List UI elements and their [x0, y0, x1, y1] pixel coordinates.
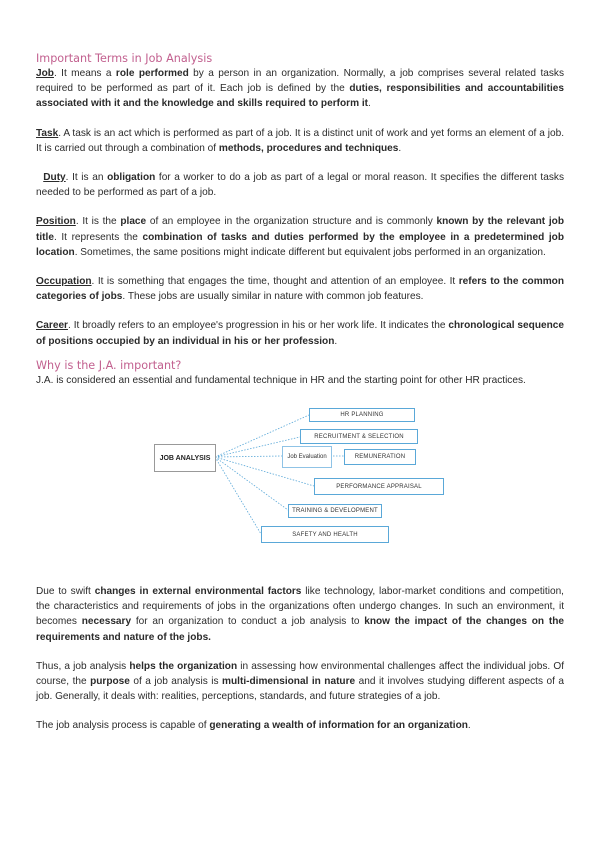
paragraph-occupation: Occupation. It is something that engages the time, thought and attention of an employee. It refers to the common categories of jobs. These jobs are usually similar in nature with common job features. — [36, 276, 564, 303]
safety-health-box: SAFETY AND HEALTH — [261, 526, 389, 543]
section-heading-importance: Why is the J.A. important? — [36, 358, 182, 372]
job-analysis-box: JOB ANALYSIS — [154, 444, 216, 472]
term-position: Position — [36, 216, 76, 228]
document-page — [36, 52, 564, 734]
term-duty: Duty — [43, 172, 66, 184]
remuneration-box: REMUNERATION — [344, 449, 416, 465]
performance-appraisal-box: PERFORMANCE APPRAISAL — [314, 478, 444, 495]
job-analysis-diagram — [36, 402, 564, 562]
paragraph-position: Position. It is the place of an employee in the organization structure and is commonly known by the relevant job title. It represents the combination of tasks and duties performed by the employee in a predetermined job location. Sometimes, the same positions might indicate different but equivalent jobs performed in an organization. — [36, 216, 564, 258]
paragraph-task: Task. A task is an act which is performed as part of a job. It is a distinct unit of work and yet forms an element of a job. It is carried out through a combination of methods, procedures and techniques. — [36, 127, 564, 154]
paragraph-job: Job. It means a role performed by a person in an organization. Normally, a job comprises several related tasks required to be performed as part of it. Each job is defined by the duties, responsibilities and accountabilities associated with it and the knowledge and skills required to perform it. — [36, 68, 565, 110]
paragraph-duty: Duty. It is an obligation for a worker to do a job as part of a legal or moral reason. It specifies the different tasks needed to be performed as part of a job. — [36, 172, 564, 199]
connector-safety — [215, 457, 261, 534]
paragraph-organization: Thus, a job analysis helps the organization in assessing how environmental challenges affect the individual jobs. Of course, the purpose of a job analysis is multi-dimensional in nature and it involves studying different aspects of a job. Generally, it deals with: realities, perceptions, standards, and future strategies of a job. — [36, 660, 564, 703]
section-heading-terms: Important Terms in Job Analysis — [36, 52, 213, 65]
paragraph-process: The job analysis process is capable of generating a wealth of information for an organization. — [36, 720, 471, 732]
hr-planning-box: HR PLANNING — [309, 408, 415, 422]
paragraph-intro: J.A. is considered an essential and fundamental technique in HR and the starting point for other HR practices. — [36, 374, 526, 386]
paragraph-career: Career. It broadly refers to an employee's progression in his or her work life. It indicates the chronological sequence of positions occupied by an individual in his or her profession. — [36, 320, 564, 347]
training-development-box: TRAINING & DEVELOPMENT — [288, 504, 382, 518]
connector-evaluation — [215, 456, 282, 457]
term-occupation: Occupation — [36, 276, 92, 288]
job-evaluation-box: Job Evaluation — [282, 446, 332, 468]
recruitment-selection-box: RECRUITMENT & SELECTION — [300, 429, 418, 444]
term-job: Job — [36, 68, 54, 79]
connector-training — [215, 457, 288, 510]
term-task: Task — [36, 127, 59, 139]
term-career: Career — [36, 320, 68, 332]
paragraph-environment: Due to swift changes in external environmental factors like technology, labor-market conditions and competition, the characteristics and requirements of jobs in the organizations often undergo changes. In such an environment, it becomes necessary for an organization to conduct a job analysis to know the impact of the changes on the requirements and nature of the jobs. — [36, 586, 564, 643]
